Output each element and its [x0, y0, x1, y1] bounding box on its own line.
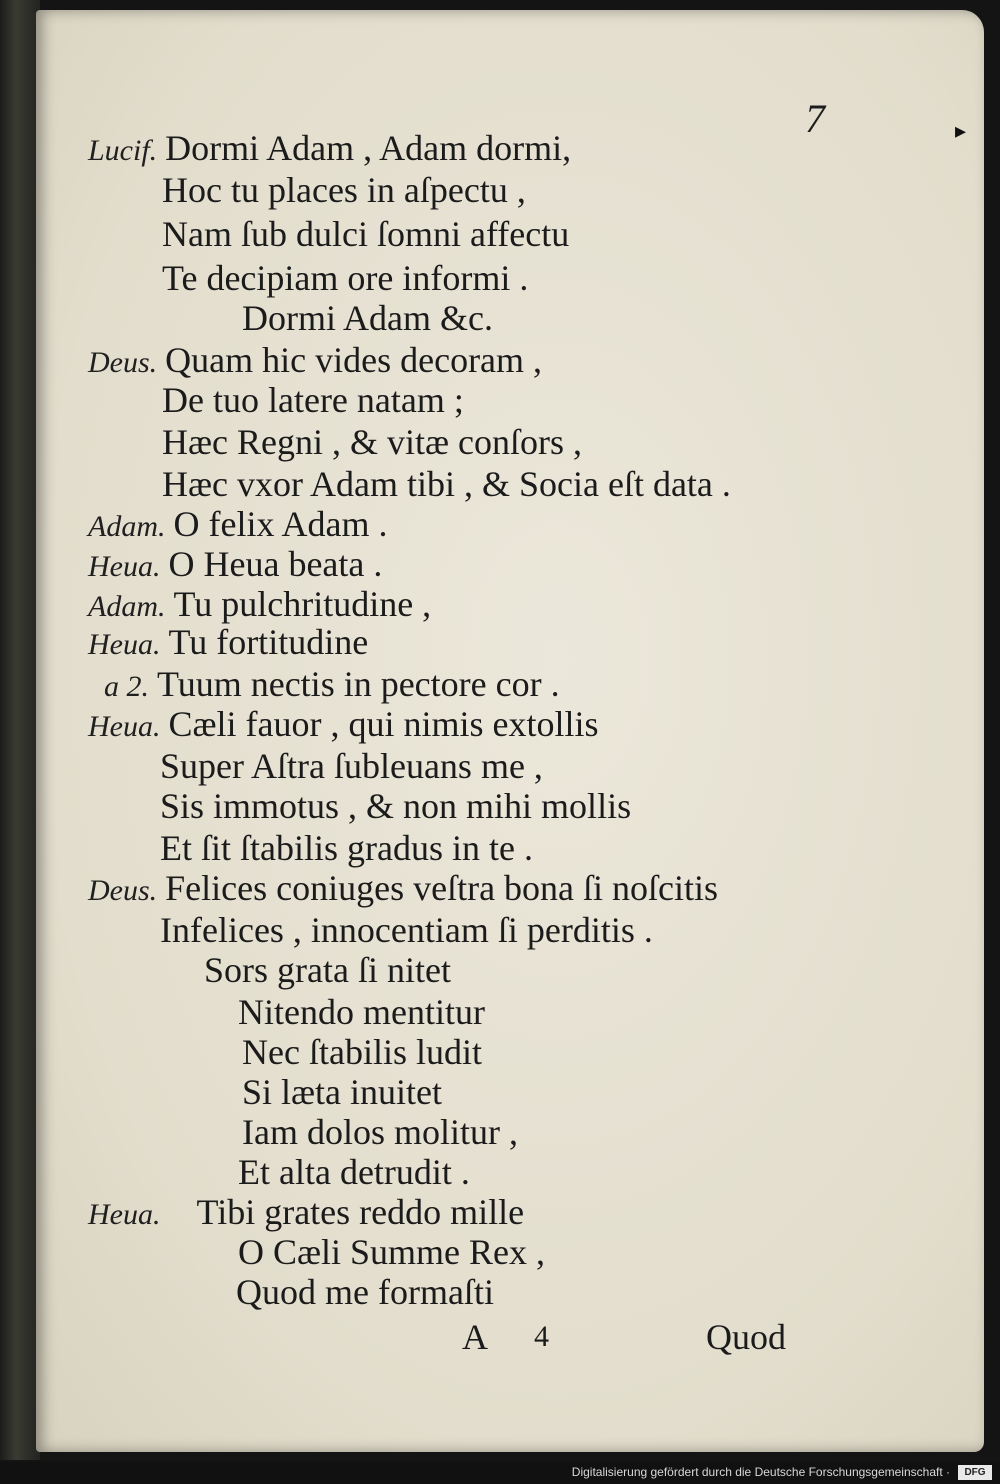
verse-line — [88, 584, 431, 627]
verse-line — [242, 1032, 482, 1072]
verse-line — [88, 622, 368, 665]
line-text: Quod me formaſti — [236, 1272, 494, 1312]
line-text: Si læta inuitet — [242, 1072, 443, 1112]
verse-line — [162, 170, 526, 210]
verse-line — [88, 704, 598, 747]
line-text: Tu fortitudine — [168, 622, 369, 662]
line-text: Sis immotus , & non mihi mollis — [160, 786, 632, 826]
line-text: Hæc vxor Adam tibi , & Socia eſt data . — [162, 464, 731, 504]
speaker-label: Heua. — [88, 628, 161, 661]
verse-line — [88, 868, 718, 911]
verse-line — [162, 214, 569, 254]
verse-line — [160, 746, 543, 786]
line-text: Quam hic vides decoram , — [165, 340, 543, 380]
verse-line — [162, 464, 731, 504]
verse-line — [88, 1192, 524, 1235]
verse-line — [242, 1072, 442, 1112]
line-text: Dormi Adam &c. — [242, 298, 493, 338]
line-text: Dormi Adam , Adam dormi, — [165, 128, 572, 168]
line-text: O Cæli Summe Rex , — [238, 1232, 546, 1272]
verse-line — [238, 1152, 470, 1192]
speaker-label: Deus. — [88, 874, 158, 907]
dfg-logo: DFG — [958, 1465, 992, 1480]
line-text: Felices coniuges veſtra bona ſi noſcitis — [165, 868, 719, 908]
funding-notice: Digitalisierung gefördert durch die Deutsche Forschungsgemeinschaft · — [571, 1465, 950, 1479]
verse-line — [242, 298, 493, 338]
verse-line — [238, 1232, 545, 1272]
verse-line — [104, 664, 560, 707]
line-text: Hoc tu places in aſpectu , — [162, 170, 526, 210]
verse-line — [162, 258, 528, 298]
verse-line — [162, 380, 464, 420]
speaker-label: Lucif. — [88, 134, 158, 167]
line-text: Nam ſub dulci ſomni affectu — [162, 214, 570, 254]
verse-line — [160, 828, 533, 868]
speaker-label: Heua. — [88, 710, 161, 743]
line-text: O Heua beata . — [168, 544, 383, 584]
speaker-label: Heua. — [88, 550, 161, 583]
verse-line — [236, 1272, 494, 1312]
line-text: O felix Adam . — [173, 504, 388, 544]
line-text: Infelices , innocentiam ſi perditis . — [160, 910, 653, 950]
line-text: Tibi grates reddo mille — [196, 1192, 525, 1232]
speaker-label: Heua. — [88, 1198, 161, 1231]
corner-mark-icon: ▸ — [955, 118, 967, 143]
line-text: Nec ſtabilis ludit — [242, 1032, 482, 1072]
verse-line — [162, 422, 582, 462]
signature-number: 4 — [534, 1320, 549, 1353]
line-text: Iam dolos molitur , — [242, 1112, 518, 1152]
verse-line — [160, 910, 653, 950]
line-text: Sors grata ſi nitet — [204, 950, 451, 990]
verse-line — [88, 544, 382, 587]
line-text: Nitendo mentitur — [238, 992, 485, 1032]
speaker-label: a 2. — [104, 670, 149, 703]
catchword: Quod — [706, 1317, 786, 1357]
verse-line — [88, 340, 542, 383]
line-text: Et alta detrudit . — [238, 1152, 470, 1192]
status-bar — [0, 1462, 1000, 1484]
verse-line — [160, 786, 631, 826]
page-number: 7 — [805, 96, 825, 141]
line-text: Te decipiam ore informi . — [162, 258, 529, 298]
line-text: Cæli fauor , qui nimis extollis — [168, 704, 599, 744]
speaker-label: Deus. — [88, 346, 158, 379]
line-text: Tu pulchritudine , — [173, 584, 432, 624]
signature-mark: A — [462, 1317, 488, 1357]
line-text: Tuum nectis in pectore cor . — [157, 664, 560, 704]
verse-line — [88, 128, 571, 171]
verse-line — [204, 950, 451, 990]
verse-line — [242, 1112, 518, 1152]
line-text: De tuo latere natam ; — [162, 380, 464, 420]
line-text: Super Aſtra ſubleuans me , — [160, 746, 543, 786]
verse-line — [88, 504, 387, 547]
line-text: Et ſit ſtabilis gradus in te . — [160, 828, 533, 868]
speaker-label: Adam. — [88, 590, 166, 623]
verse-line — [238, 992, 485, 1032]
line-text: Hæc Regni , & vitæ conſors , — [162, 422, 582, 462]
speaker-label: Adam. — [88, 510, 166, 543]
